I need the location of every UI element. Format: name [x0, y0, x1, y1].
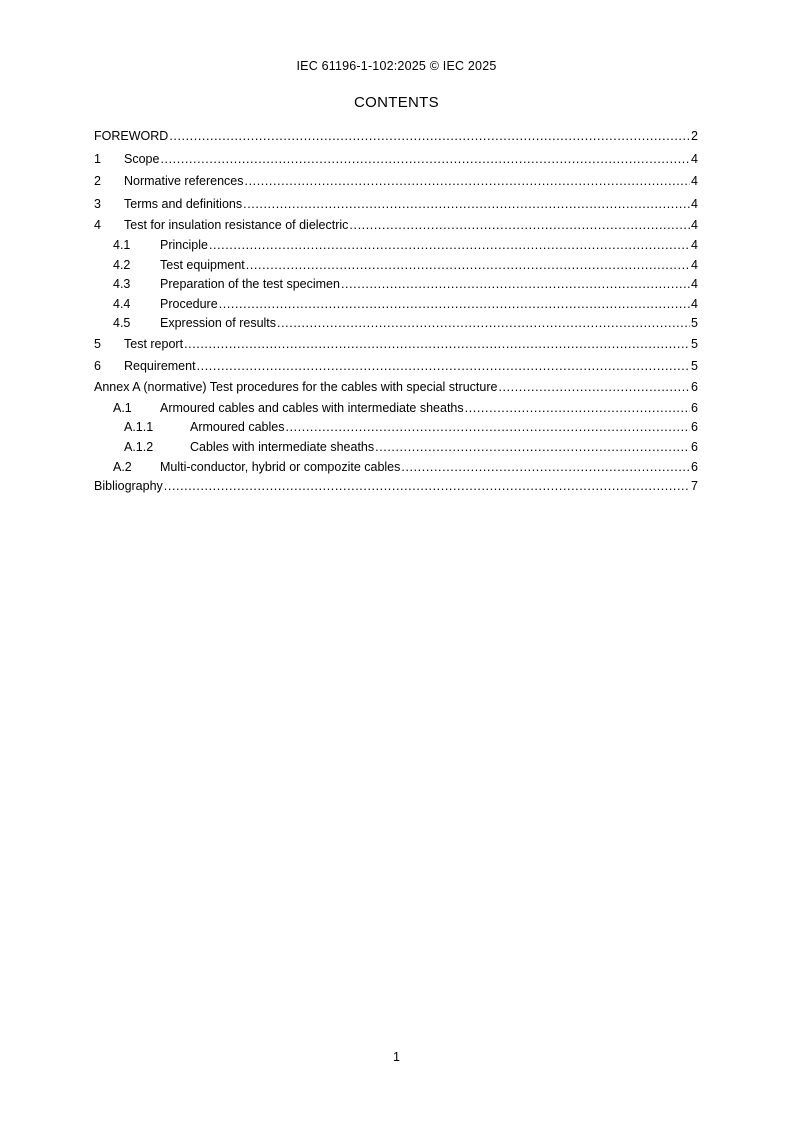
- toc-dot-leader: [286, 418, 691, 438]
- toc-entry-number: 4.2: [113, 257, 131, 272]
- running-header: IEC 61196-1-102:2025 © IEC 2025: [296, 59, 497, 73]
- toc-entry-title: Cables with intermediate sheaths: [190, 439, 375, 454]
- toc-entry-title: Bibliography: [94, 479, 163, 494]
- toc-entry-page: 6: [691, 439, 698, 454]
- toc-dot-leader: [349, 215, 690, 236]
- toc-dot-leader: [375, 438, 690, 458]
- toc-entry-number: A.2: [113, 459, 132, 474]
- toc-entry-title: Normative references: [124, 174, 244, 189]
- toc-entry-page: 5: [691, 336, 698, 351]
- toc-dot-leader: [246, 256, 690, 276]
- toc-entry-number: A.1.2: [124, 439, 154, 454]
- toc-entry[interactable]: [94, 256, 698, 276]
- toc-entry[interactable]: [94, 399, 698, 419]
- toc-dot-leader: [184, 334, 690, 355]
- toc-entry[interactable]: [94, 170, 698, 193]
- toc-entry-page: 4: [691, 257, 698, 272]
- toc-entry[interactable]: [94, 215, 698, 236]
- toc-entry-page: 4: [691, 296, 698, 311]
- toc-entry[interactable]: [94, 477, 698, 497]
- toc-entry-number: 5: [94, 336, 101, 351]
- toc-entry-title: FOREWORD: [94, 129, 169, 143]
- toc-entry[interactable]: [94, 295, 698, 315]
- toc-entry[interactable]: [94, 236, 698, 256]
- toc-entry-page: 6: [691, 380, 698, 395]
- toc-dot-leader: [277, 314, 690, 334]
- toc-entry-number: 6: [94, 358, 101, 373]
- toc-entry-title: Test report: [124, 336, 184, 351]
- toc-entry-number: 4.3: [113, 277, 131, 292]
- toc-entry-number: 4.5: [113, 316, 131, 331]
- contents-title: CONTENTS: [354, 94, 439, 111]
- toc-entry-number: A.1.1: [124, 420, 154, 435]
- toc-dot-leader: [465, 399, 690, 419]
- toc-entry-title: Procedure: [160, 296, 218, 311]
- toc-entry-number: 4.1: [113, 237, 131, 252]
- toc-entry-page: 4: [691, 277, 698, 292]
- toc-entry[interactable]: [94, 314, 698, 334]
- toc-entry-number: 4: [94, 218, 101, 233]
- toc-entry-title: Annex A (normative) Test procedures for the cables with special structure: [94, 380, 498, 395]
- toc-dot-leader: [219, 295, 690, 315]
- toc-entry-page: 4: [691, 174, 698, 189]
- toc-entry-page: 2: [691, 129, 698, 143]
- toc-entry-page: 4: [691, 218, 698, 233]
- toc-entry-number: A.1: [113, 400, 132, 415]
- toc-entry-title: Armoured cables: [190, 420, 285, 435]
- toc-entry-title: Requirement: [124, 358, 196, 373]
- toc-entry-number: 2: [94, 174, 101, 189]
- toc-dot-leader: [243, 193, 690, 216]
- toc-entry-number: 1: [94, 151, 101, 166]
- toc-dot-leader: [169, 125, 690, 148]
- toc-entry[interactable]: [94, 438, 698, 458]
- toc-dot-leader: [160, 148, 690, 171]
- toc-entry-title: Armoured cables and cables with intermediate sheaths: [160, 400, 464, 415]
- toc-entry[interactable]: [94, 193, 698, 216]
- toc-entry-number: 4.4: [113, 296, 131, 311]
- toc-entry-title: Expression of results: [160, 316, 277, 331]
- toc-dot-leader: [197, 355, 690, 378]
- toc-entry-page: 6: [691, 459, 698, 474]
- toc-entry[interactable]: [94, 275, 698, 295]
- toc-entry-page: 5: [691, 358, 698, 373]
- toc-dot-leader: [164, 477, 690, 497]
- toc-entry[interactable]: [94, 125, 698, 148]
- toc-entry-title: Preparation of the test specimen: [160, 277, 340, 292]
- toc-dot-leader: [401, 458, 690, 478]
- toc-entry-page: 6: [691, 420, 698, 435]
- toc-entry-page: 6: [691, 400, 698, 415]
- toc-entry[interactable]: [94, 355, 698, 378]
- toc-entry-title: Multi-conductor, hybrid or compozite cables: [160, 459, 401, 474]
- toc-entry[interactable]: [94, 418, 698, 438]
- toc-entry-title: Principle: [160, 237, 208, 252]
- toc-entry[interactable]: [94, 377, 698, 399]
- page-number: 1: [393, 1050, 400, 1064]
- toc-dot-leader: [209, 236, 690, 256]
- toc-entry-title: Test equipment: [160, 257, 245, 272]
- toc-entry-page: 5: [691, 316, 698, 331]
- toc-entry-page: 4: [691, 237, 698, 252]
- toc-entry[interactable]: [94, 334, 698, 355]
- toc-entry-title: Test for insulation resistance of dielectric: [124, 218, 349, 233]
- toc-entry-page: 4: [691, 196, 698, 211]
- toc-entry-page: 4: [691, 151, 698, 166]
- toc-dot-leader: [498, 377, 690, 399]
- table-of-contents: [94, 125, 698, 497]
- toc-entry[interactable]: [94, 148, 698, 171]
- toc-entry-number: 3: [94, 196, 101, 211]
- toc-entry[interactable]: [94, 458, 698, 478]
- toc-entry-title: Scope: [124, 151, 160, 166]
- toc-dot-leader: [341, 275, 690, 295]
- toc-dot-leader: [245, 170, 691, 193]
- toc-entry-page: 7: [691, 479, 698, 494]
- toc-entry-title: Terms and definitions: [124, 196, 243, 211]
